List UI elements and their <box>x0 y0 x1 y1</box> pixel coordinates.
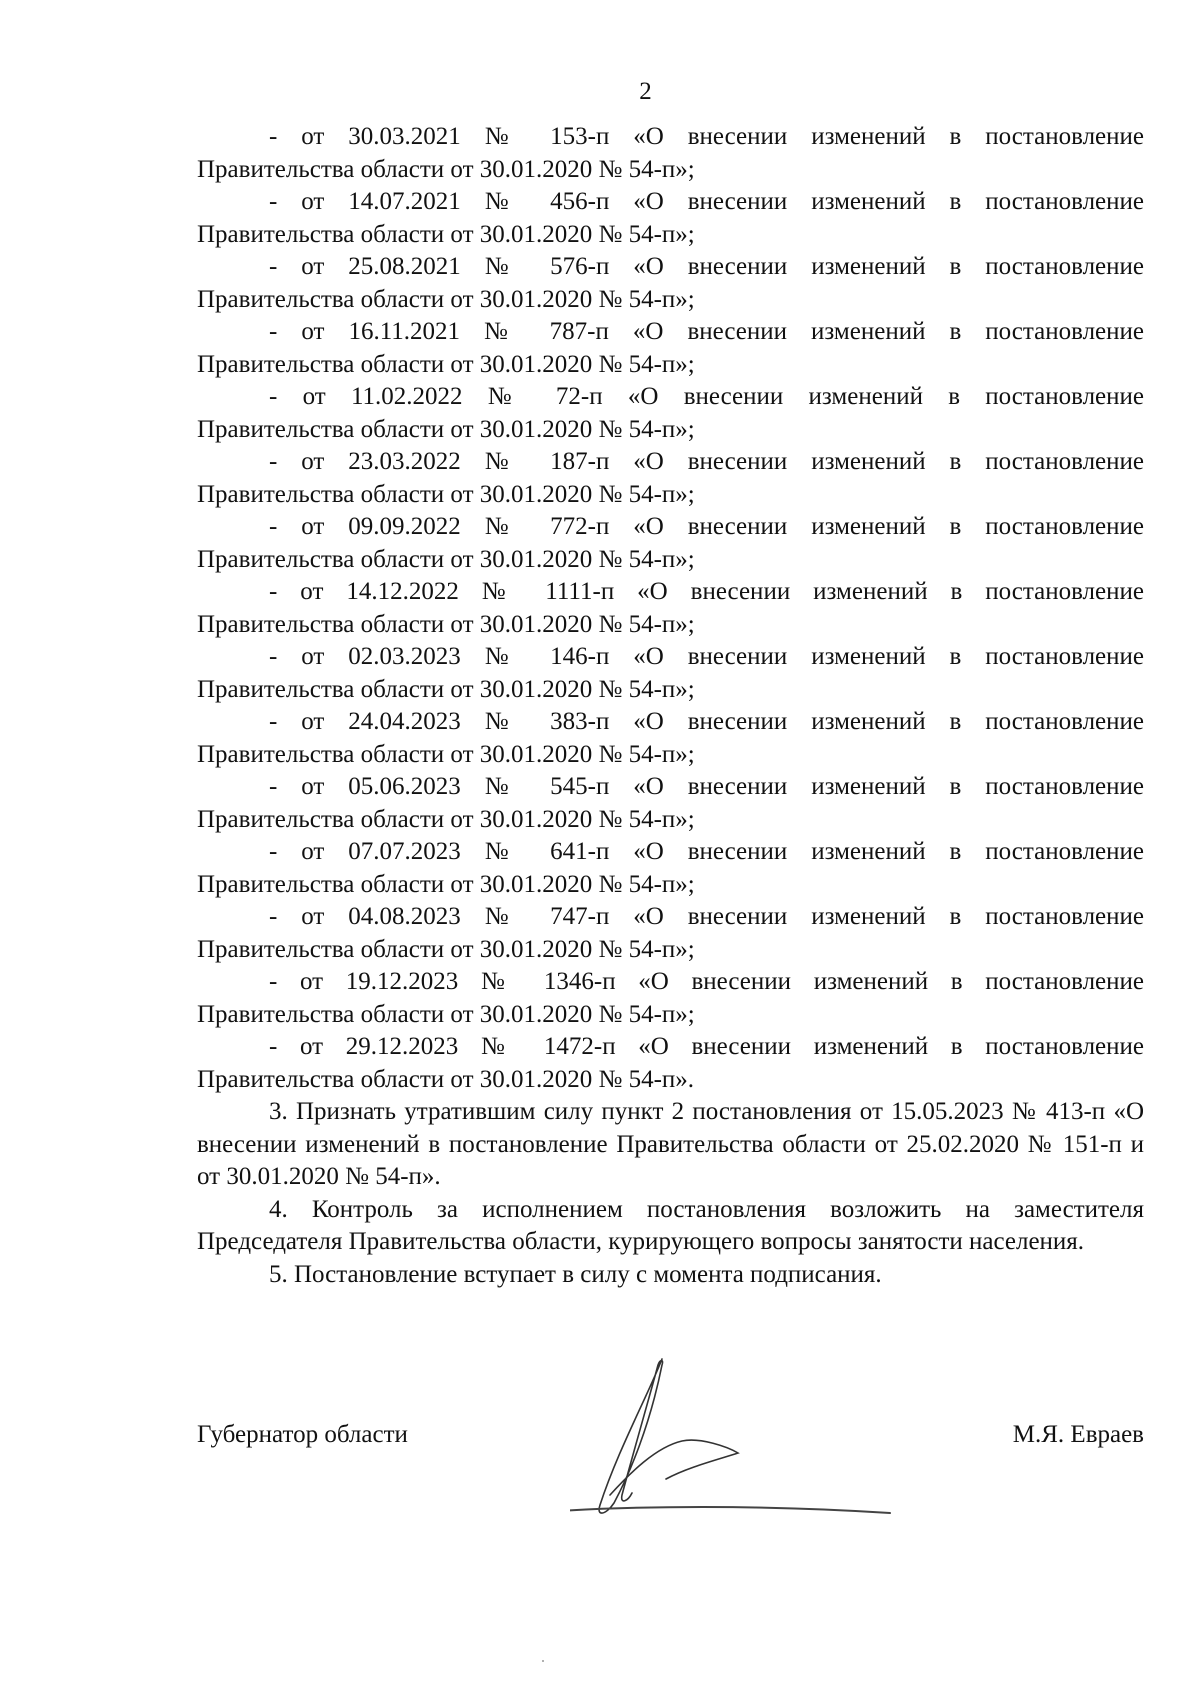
amendment-line-2: Правительства области от 30.01.2020 № 54-п»; <box>197 415 695 443</box>
amendment-line-1: - от 05.06.2023 № 545-п «О внесении изменений в постановление <box>269 773 1144 800</box>
amendment-line-2: Правительства области от 30.01.2020 № 54-п»; <box>197 675 695 703</box>
amendment-item <box>197 1031 1144 1096</box>
signature-block <box>197 1421 1144 1461</box>
document-body <box>197 121 1144 1291</box>
amendments-list <box>197 121 1144 1096</box>
amendment-line-2: Правительства области от 30.01.2020 № 54-п»; <box>197 870 695 898</box>
amendment-line-1: - от 24.04.2023 № 383-п «О внесении изменений в постановление <box>269 708 1144 735</box>
amendment-item <box>197 576 1144 641</box>
amendment-line-1: - от 04.08.2023 № 747-п «О внесении изменений в постановление <box>269 903 1144 930</box>
clause-paragraph: 5. Постановление вступает в силу с момента подписания. <box>269 1260 882 1288</box>
amendment-item <box>197 251 1144 316</box>
signer-name: М.Я. Евраев <box>1012 1421 1144 1448</box>
amendment-item <box>197 316 1144 381</box>
amendment-line-1: - от 23.03.2022 № 187-п «О внесении изменений в постановление <box>269 448 1144 475</box>
amendment-line-2: Правительства области от 30.01.2020 № 54-п»; <box>197 350 695 378</box>
amendment-line-2: Правительства области от 30.01.2020 № 54-п»; <box>197 805 695 833</box>
page-number: 2 <box>639 78 652 105</box>
amendment-line-2: Правительства области от 30.01.2020 № 54-п»; <box>197 155 695 183</box>
amendment-line-1: - от 30.03.2021 № 153-п «О внесении изменений в постановление <box>269 123 1144 150</box>
amendment-line-2: Правительства области от 30.01.2020 № 54-п»; <box>197 545 695 573</box>
amendment-line-1: - от 02.03.2023 № 146-п «О внесении изменений в постановление <box>269 643 1144 670</box>
amendment-line-1: - от 09.09.2022 № 772-п «О внесении изменений в постановление <box>269 513 1144 540</box>
amendment-line-2: Правительства области от 30.01.2020 № 54-п»; <box>197 610 695 638</box>
amendment-item <box>197 641 1144 706</box>
clause-paragraph: 3. Признать утратившим силу пункт 2 постановления от 15.05.2023 № 413-п «О внесении изменений в постановление Правительства области от 25.02.2020 № 151-п и от 30.01.2020 № 54-п». <box>197 1098 1144 1190</box>
amendment-line-1: - от 16.11.2021 № 787-п «О внесении изменений в постановление <box>269 318 1144 345</box>
amendment-line-2: Правительства области от 30.01.2020 № 54-п»; <box>197 220 695 248</box>
amendment-line-2: Правительства области от 30.01.2020 № 54-п»; <box>197 480 695 508</box>
amendment-line-2: Правительства области от 30.01.2020 № 54-п»; <box>197 935 695 963</box>
amendment-item <box>197 446 1144 511</box>
amendment-line-2: Правительства области от 30.01.2020 № 54-п»; <box>197 1000 695 1028</box>
signer-title: Губернатор области <box>197 1421 408 1448</box>
amendment-line-1: - от 19.12.2023 № 1346-п «О внесении изменений в постановление <box>269 968 1144 995</box>
amendment-item <box>197 836 1144 901</box>
scan-speck <box>542 1660 544 1662</box>
amendment-item <box>197 186 1144 251</box>
amendment-line-1: - от 29.12.2023 № 1472-п «О внесении изменений в постановление <box>269 1033 1144 1060</box>
clauses-list <box>197 1096 1144 1291</box>
amendment-item <box>197 381 1144 446</box>
amendment-line-1: - от 14.12.2022 № 1111-п «О внесении изменений в постановление <box>269 578 1144 605</box>
amendment-line-2: Правительства области от 30.01.2020 № 54-п». <box>197 1065 695 1093</box>
amendment-item <box>197 511 1144 576</box>
amendment-item <box>197 966 1144 1031</box>
amendment-line-1: - от 25.08.2021 № 576-п «О внесении изменений в постановление <box>269 253 1144 280</box>
amendment-item <box>197 706 1144 771</box>
amendment-item <box>197 901 1144 966</box>
amendment-line-1: - от 07.07.2023 № 641-п «О внесении изменений в постановление <box>269 838 1144 865</box>
clause-paragraph: 4. Контроль за исполнением постановления возложить на заместителя Председателя Правительства области, курирующего вопросы занятости населения. <box>197 1195 1144 1255</box>
amendment-line-2: Правительства области от 30.01.2020 № 54-п»; <box>197 285 695 313</box>
amendment-item <box>197 121 1144 186</box>
amendment-line-1: - от 14.07.2021 № 456-п «О внесении изменений в постановление <box>269 188 1144 215</box>
amendment-item <box>197 771 1144 836</box>
amendment-line-1: - от 11.02.2022 № 72-п «О внесении изменений в постановление <box>269 383 1144 410</box>
amendment-line-2: Правительства области от 30.01.2020 № 54-п»; <box>197 740 695 768</box>
